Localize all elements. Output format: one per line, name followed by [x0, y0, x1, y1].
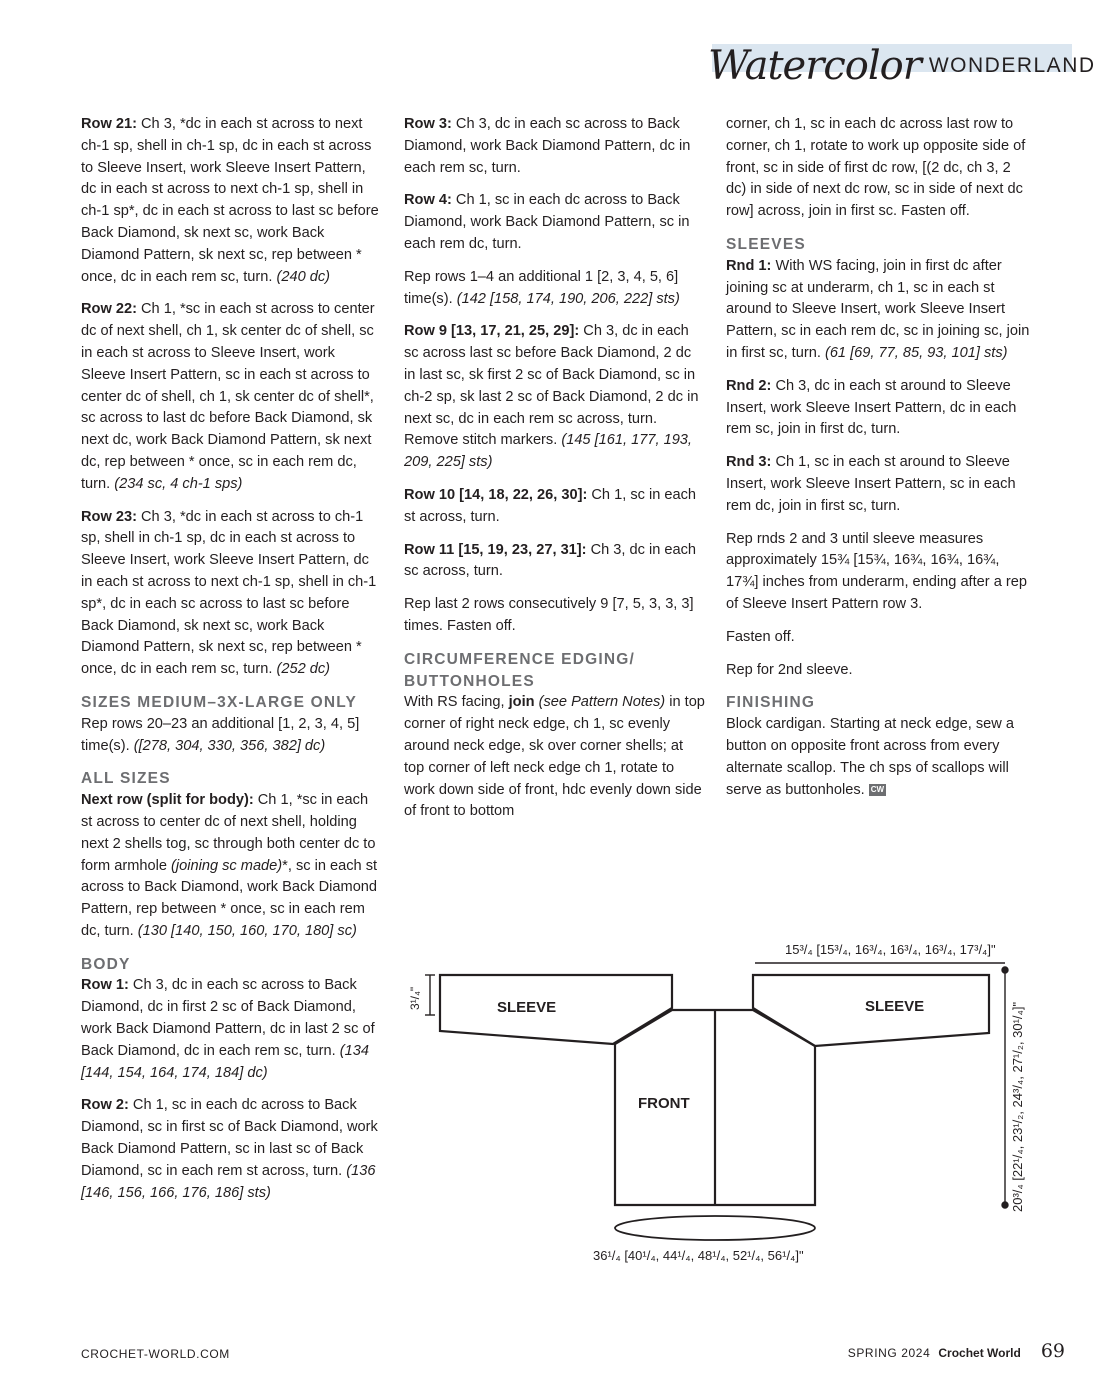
row-22: Row 22: Ch 1, *sc in each st across to center dc of next shell, ch 1, sk center dc of shell, sc in each st across to Sleeve Insert, work Sleeve Insert Pattern, sc in each st across to center dc of shell, ch 1, sk center dc of shell*, sc across to last dc before Back Diamond, sk next dc, work Back Diamond Pattern, sk next dc, rep between * once, sc in each rem dc, turn. (234 sc, 4 ch-1 sps): [81, 301, 375, 492]
sizes-text: Rep rows 20–23 an additional [1, 2, 3, 4, 5] time(s). ([278, 304, 330, 356, 382] dc): [81, 715, 360, 754]
rnd-3: Rnd 3: Ch 1, sc in each st around to Sleeve Insert, work Sleeve Insert Pattern, sc in each rem dc, join in first sc, turn.: [726, 454, 1016, 514]
row-21: Row 21: Ch 3, *dc in each st across to next ch-1 sp, shell in ch-1 sp, dc in each st across to Sleeve Insert, work Sleeve Insert Pattern, dc in each st across to next ch-1 sp, shell in ch-1 sp*, dc in each st across to last sc before Back Diamond, sk next sc, work Back Diamond Pattern, sk next sc, rep between * once, dc in each rem sc, turn. (240 dc): [81, 116, 379, 285]
row-1: Row 1: Ch 3, dc in each sc across to Back Diamond, dc in first 2 sc of Back Diamond, work Back Diamond Pattern, dc in last 2 sc of Back Diamond, dc in each rem sc, turn. (134 [144, 154, 164, 174, 184] dc): [81, 977, 375, 1081]
brand-script: Watercolor: [708, 43, 921, 89]
row-10: Row 10 [14, 18, 22, 26, 30]: Ch 1, sc in each st across, turn.: [404, 486, 697, 525]
rep-rows-1-4: Rep rows 1–4 an additional 1 [2, 3, 4, 5, 6] time(s). (142 [158, 174, 190, 206, 222] sts): [404, 268, 680, 307]
body-heading: BODY: [81, 955, 131, 973]
sizes-heading: SIZES MEDIUM–3X-LARGE ONLY: [81, 693, 358, 711]
sleeve-left-label: SLEEVE: [497, 999, 557, 1016]
rep-rnds: Rep rnds 2 and 3 until sleeve measures approximately 15¾ [15¾, 16¾, 16¾, 16¾, 17¾] inches from underarm, ending after a rep of Sleeve Insert Pattern row 3.: [726, 530, 1027, 612]
body-length-dot-top: [1002, 967, 1008, 973]
sleeve-right-label: SLEEVE: [865, 998, 925, 1015]
all-sizes-heading: ALL SIZES: [81, 770, 171, 788]
cw-end-mark: CW: [870, 784, 885, 794]
row-11: Row 11 [15, 19, 23, 27, 31]: Ch 3, dc in each sc across, turn.: [404, 541, 697, 580]
rep-2nd-sleeve: Rep for 2nd sleeve.: [726, 661, 853, 678]
fasten-off: Fasten off.: [726, 628, 795, 645]
page-number: 69: [1040, 1340, 1065, 1362]
row-3: Row 3: Ch 3, dc in each sc across to Back Diamond, work Back Diamond Pattern, dc in each rem sc, turn.: [404, 116, 691, 176]
circumference-ellipse: [615, 1216, 815, 1240]
circumference-edging: With RS facing, join (see Pattern Notes) in top corner of right neck edge, ch 1, sc evenly around neck edge, sk over corner shells; at top corner of left neck edge ch 1, rotate to work down side of front, hdc evenly down side of front to bottom: [404, 694, 705, 820]
footer-magazine: Crochet World: [938, 1346, 1021, 1360]
row-2: Row 2: Ch 1, sc in each dc across to Back Diamond, sc in first sc of Back Diamond, work Back Diamond Pattern, sc in last sc of Back Diamond, sc in each rem st across, turn. (136 [146, 156, 166, 176, 186] sts): [81, 1097, 378, 1201]
circumference-label: 36¹/₄ [40¹/₄, 44¹/₄, 48¹/₄, 52¹/₄, 56¹/₄]": [593, 1248, 804, 1263]
footer-site: CROCHET-WORLD.COM: [81, 1347, 230, 1361]
row-9: Row 9 [13, 17, 21, 25, 29]: Ch 3, dc in each sc across last sc before Back Diamond, 2 dc in last sc, sk first 2 sc of Back Diamond, sc in ch-2 sp, sk last 2 sc of Back Diamond, 2 dc in next sc, dc in each rem sc across, turn. Remove stitch markers. (145 [161, 177, 193, 209, 225] sts): [404, 323, 699, 471]
sleeve-length-label: 15³/₄ [15³/₄, 16³/₄, 16³/₄, 16³/₄, 17³/₄]": [785, 942, 996, 957]
sleeve-depth-label: 3¹/₄": [408, 986, 422, 1010]
brand-caps: WONDERLAND: [928, 54, 1096, 77]
circumference-heading: CIRCUMFERENCE EDGING/ BUTTONHOLES: [404, 650, 636, 690]
rnd-2: Rnd 2: Ch 3, dc in each st around to Sleeve Insert, work Sleeve Insert Pattern, dc in each rem sc, join in first dc, turn.: [726, 377, 1017, 438]
row-23: Row 23: Ch 3, *dc in each st across to ch-1 sp, shell in ch-1 sp, dc in each st across to Sleeve Insert, work Sleeve Insert Pattern, dc in each st across to next ch-1 sp, shell in ch-1 sp*, dc in each sc across to last sc before Back Diamond, sk next sc, work Back Diamond Pattern, sk next sc, rep between * once, dc in each rem sc, turn. (252 dc): [81, 508, 377, 678]
rnd-1: Rnd 1: With WS facing, join in first dc after joining sc at underarm, ch 1, sc in each st around to Sleeve Insert, work Sleeve Insert Pattern, sc in each rem dc, sc in joining sc, join in first sc, turn. (61 [69, 77, 85, 93, 101] sts): [726, 257, 1030, 361]
body-length-dot-bottom: [1002, 1202, 1008, 1208]
row-4: Row 4: Ch 1, sc in each dc across to Back Diamond, work Back Diamond Pattern, sc in each rem dc, turn.: [404, 192, 690, 252]
next-row: Next row (split for body): Ch 1, *sc in each st across to center dc of next shell, holding next 2 shells tog, sc through both center dc to form armhole (joining sc made)*, sc in each st across to Back Diamond, work Back Diamond Pattern, rep between * once, sc in each rem dc, turn. (130 [140, 150, 160, 170, 180] sc): [81, 792, 378, 939]
rep-last-rows: Rep last 2 rows consecutively 9 [7, 5, 3, 3, 3] times. Fasten off.: [404, 596, 694, 634]
edging-continued: corner, ch 1, sc in each dc across last row to corner, ch 1, rotate to work up opposite side of front, sc in side of first dc row, [(2 dc, ch 3, 2 dc) in side of next dc row, sc in side of next dc row] across, join in first sc. Fasten off.: [726, 116, 1026, 220]
front-label: FRONT: [638, 1095, 690, 1112]
finishing-heading: FINISHING: [726, 694, 816, 712]
finishing-text: Block cardigan. Starting at neck edge, sew a button on opposite front across from every alternate scallop. The ch sps of scallops will serve as buttonholes. CW: [726, 716, 1014, 798]
sleeves-heading: SLEEVES: [726, 235, 806, 253]
body-length-label: 20³/₄ [22¹/₄, 23¹/₂, 24³/₄, 27¹/₂, 30¹/₄]": [1010, 1001, 1025, 1212]
footer-right: [848, 1340, 1065, 1362]
footer-season: SPRING 2024: [847, 1346, 931, 1360]
